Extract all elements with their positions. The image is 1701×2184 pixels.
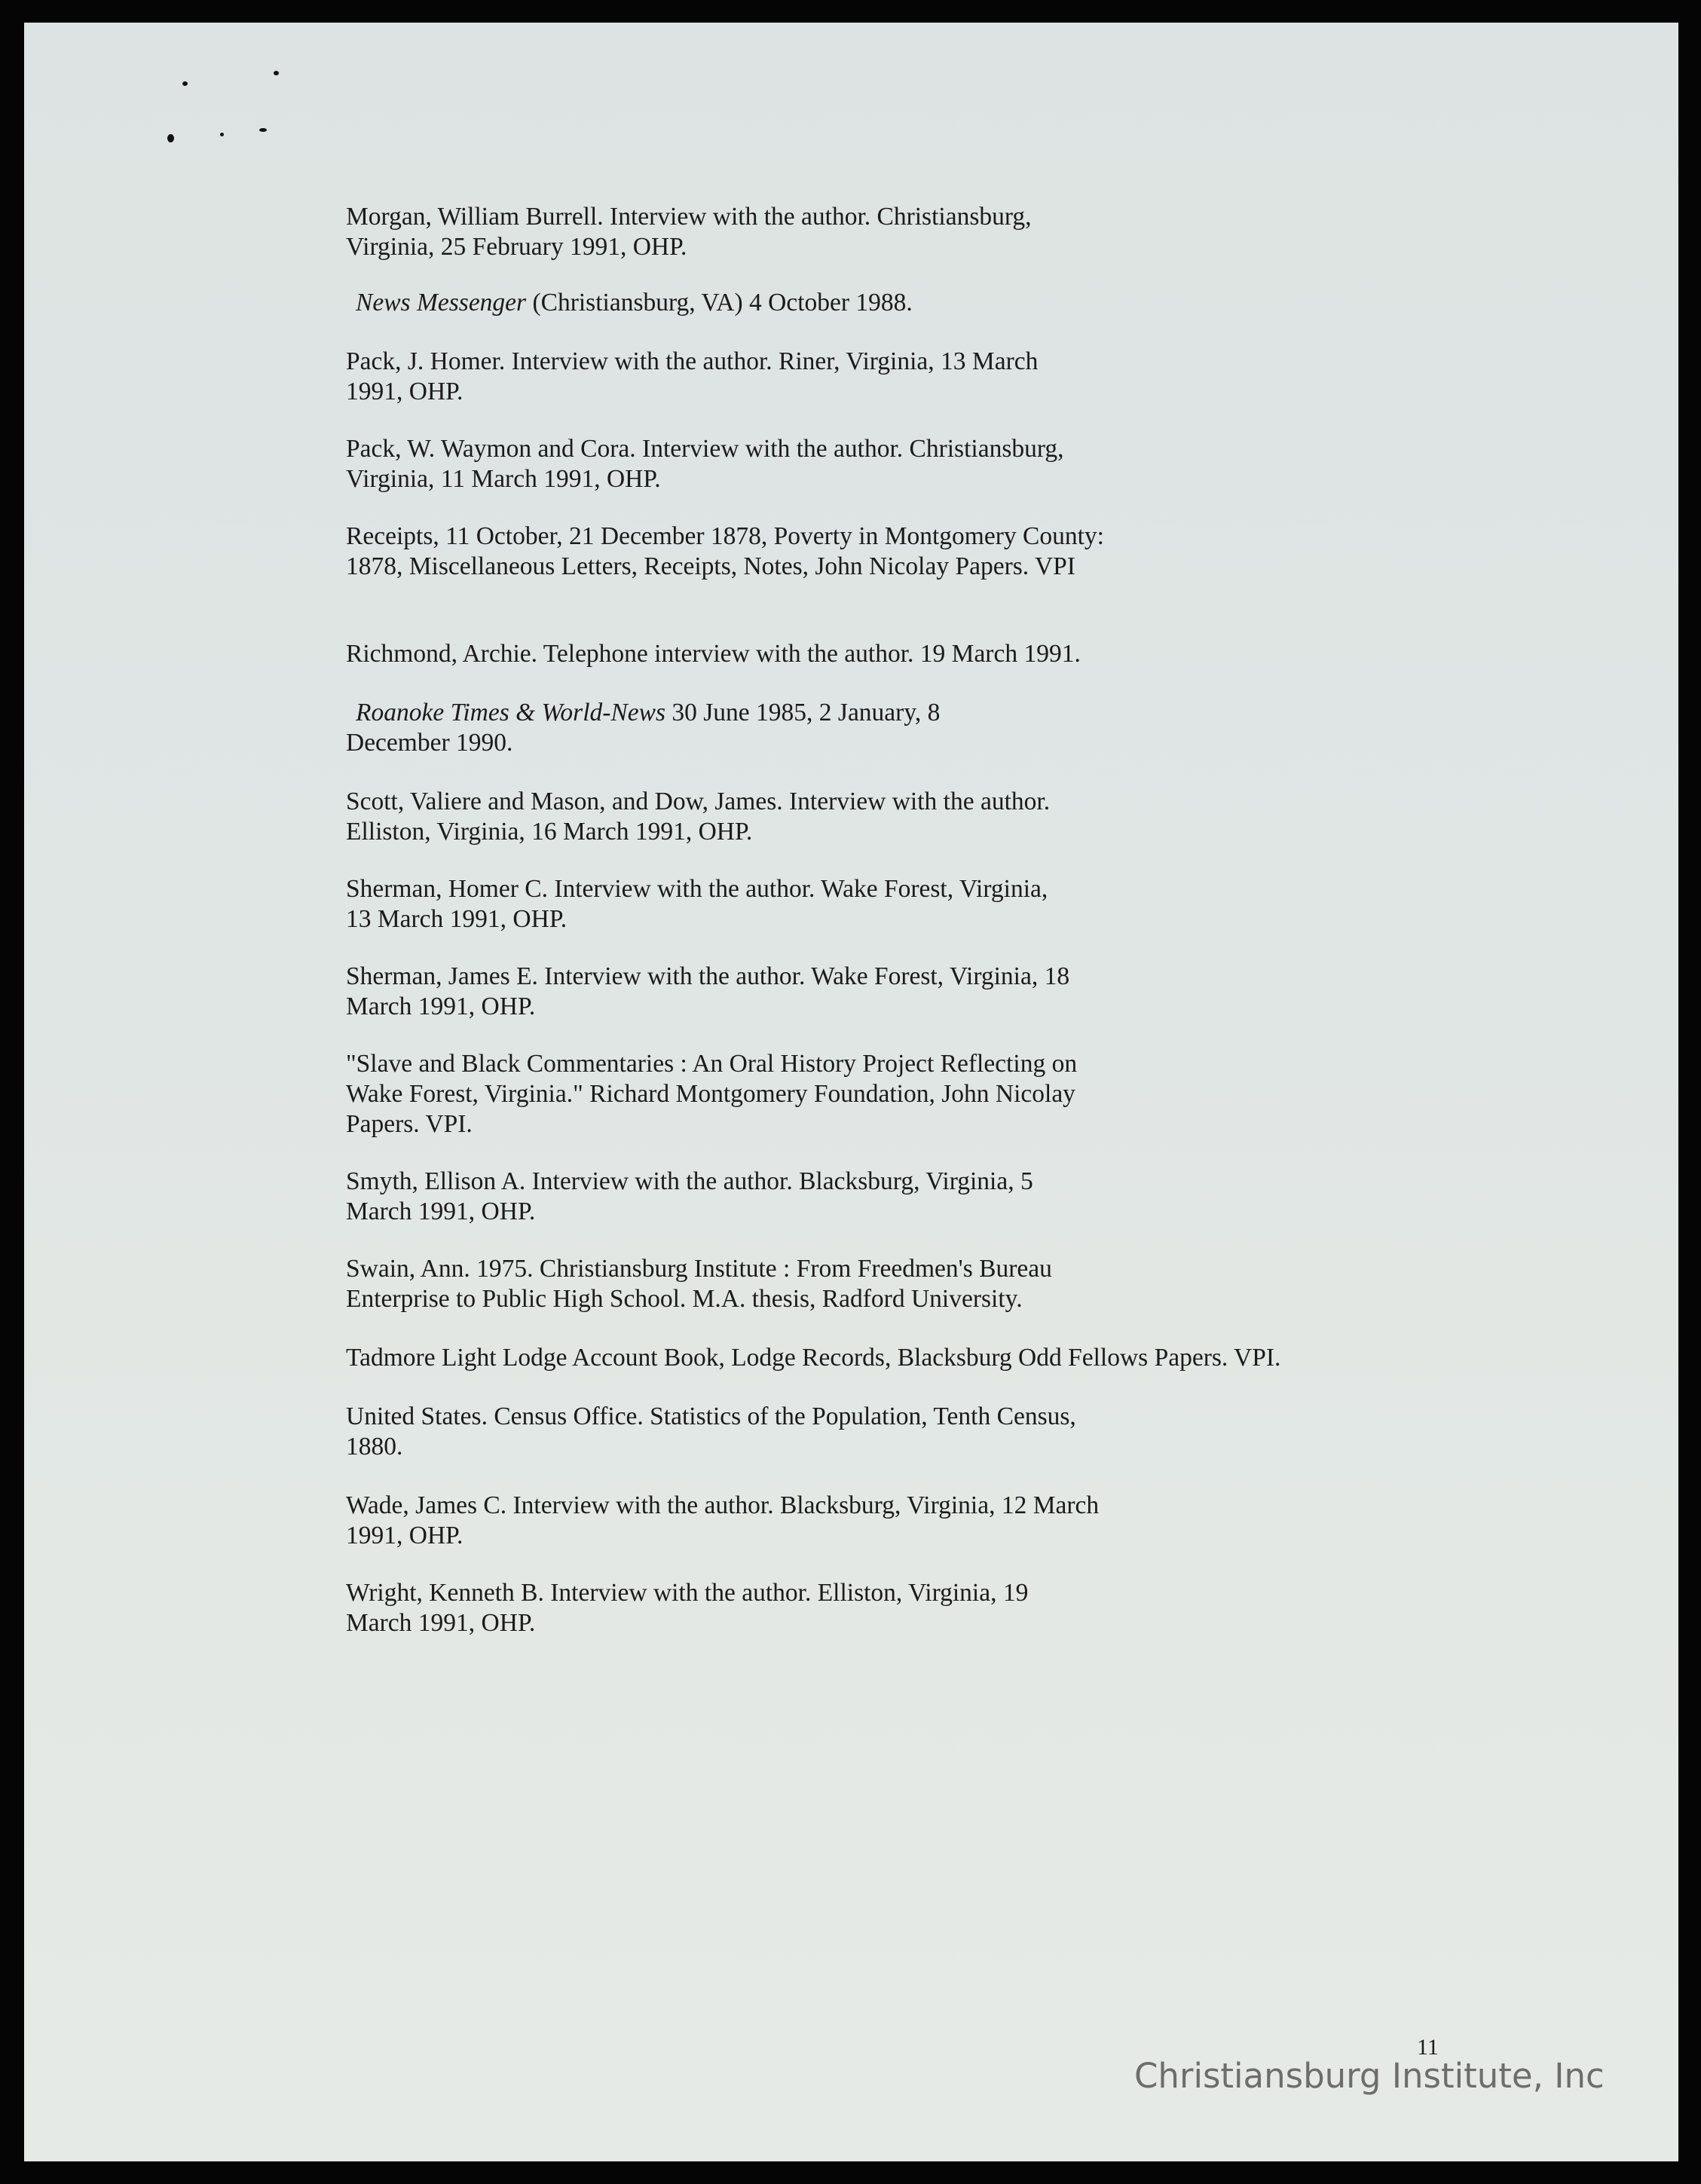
bibliography-entry: News Messenger (Christiansburg, VA) 4 October 1988. — [356, 289, 913, 317]
ink-speck — [259, 128, 267, 132]
bibliography-entry: Smyth, Ellison A. Interview with the author. Blacksburg, Virginia, 5 March 1991, OHP. — [346, 1167, 1033, 1225]
bibliography-entry: Wright, Kenneth B. Interview with the author. Elliston, Virginia, 19 March 1991, OHP. — [346, 1579, 1029, 1637]
watermark: Christiansburg Institute, Inc — [1134, 2056, 1605, 2096]
bibliography-entry: Sherman, James E. Interview with the author. Wake Forest, Virginia, 18 March 1991, OHP. — [346, 962, 1070, 1020]
publication-title: News Messenger — [356, 289, 527, 317]
bibliography-entry: Tadmore Light Lodge Account Book, Lodge Records, Blacksburg Odd Fellows Papers. VPI. — [346, 1344, 1281, 1372]
page-number: 11 — [1417, 2035, 1439, 2060]
bibliography-entry: Pack, J. Homer. Interview with the author. Riner, Virginia, 13 March 1991, OHP. — [346, 347, 1039, 405]
ink-speck — [220, 133, 224, 136]
bibliography-entry: Roanoke Times & World-News 30 June 1985, 2 January, 8 — [356, 699, 941, 726]
bibliography-list — [346, 202, 1476, 1638]
bibliography-entry: Richmond, Archie. Telephone interview with the author. 19 March 1991. — [346, 640, 1081, 668]
publication-title: Roanoke Times & World-News — [356, 699, 665, 726]
bibliography-entry: Receipts, 11 October, 21 December 1878, Poverty in Montgomery County: 1878, Miscellaneous Letters, Receipts, Notes, John Nicolay Papers. VPI — [346, 522, 1104, 580]
ink-speck — [167, 134, 174, 142]
ink-speck — [182, 81, 188, 86]
bibliography-entry-continued: December 1990. — [346, 729, 513, 757]
bibliography-entry: Swain, Ann. 1975. Christiansburg Institute : From Freedmen's Bureau Enterprise to Public High School. M.A. thesis, Radford University. — [346, 1255, 1052, 1313]
bibliography-entry: Sherman, Homer C. Interview with the author. Wake Forest, Virginia, 13 March 1991, OHP. — [346, 875, 1048, 933]
ink-speck — [274, 71, 279, 75]
bibliography-entry: United States. Census Office. Statistics of the Population, Tenth Census, 1880. — [346, 1402, 1076, 1461]
bibliography-entry: "Slave and Black Commentaries : An Oral History Project Reflecting on Wake Forest, Virginia." Richard Montgomery Foundation, John Nicolay Papers. VPI. — [346, 1050, 1078, 1138]
bibliography-entry: Pack, W. Waymon and Cora. Interview with the author. Christiansburg, Virginia, 11 March 1991, OHP. — [346, 435, 1064, 493]
bibliography-entry: Morgan, William Burrell. Interview with the author. Christiansburg, Virginia, 25 February 1991, OHP. — [346, 203, 1032, 261]
bibliography-entry: Wade, James C. Interview with the author. Blacksburg, Virginia, 12 March 1991, OHP. — [346, 1491, 1100, 1549]
bibliography-entry: Scott, Valiere and Mason, and Dow, James. Interview with the author. Elliston, Virginia, 16 March 1991, OHP. — [346, 788, 1051, 846]
